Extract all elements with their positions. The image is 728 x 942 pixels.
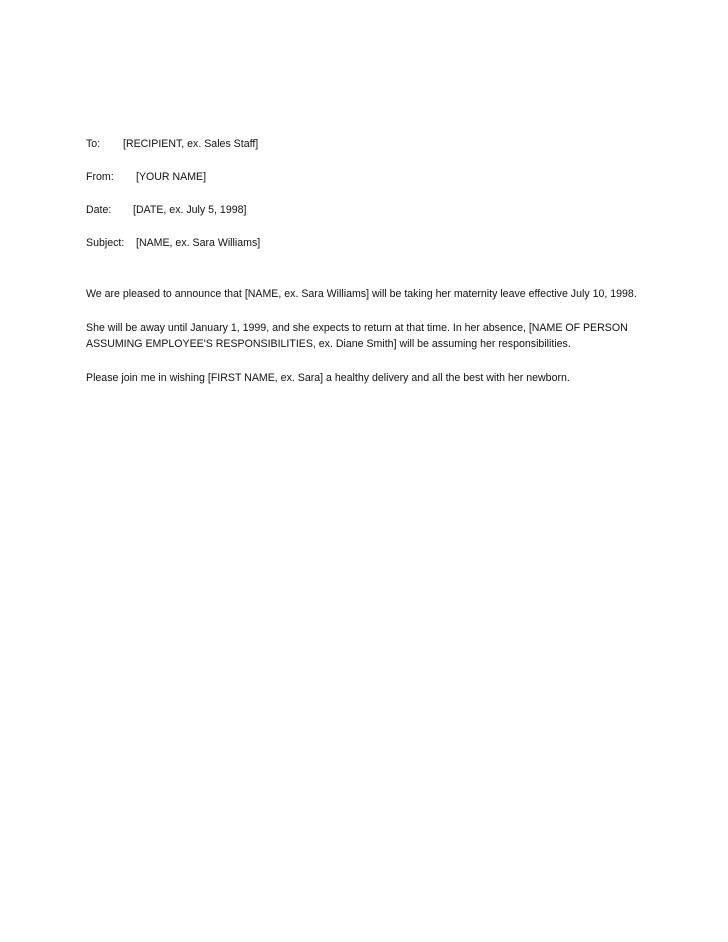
subject-row	[86, 235, 646, 251]
from-value: [YOUR NAME]	[136, 171, 207, 183]
to-label: To:	[86, 138, 101, 150]
body-paragraph: We are pleased to announce that [NAME, ex. Sara Williams] will be taking her maternity leave effective July 10, 1998.	[86, 288, 637, 300]
subject-label: Subject:	[86, 237, 125, 249]
subject-value: [NAME, ex. Sara Williams]	[136, 237, 261, 249]
date-value: [DATE, ex. July 5, 1998]	[133, 204, 247, 216]
from-row	[86, 169, 646, 185]
memo-header	[86, 136, 646, 251]
date-label: Date:	[86, 204, 112, 216]
to-row	[86, 136, 646, 152]
body-paragraph: She will be away until January 1, 1999, and she expects to return at that time. In her absence, [NAME OF PERSON ASSUMING EMPLOYEE'S RESPONSIBILITIES, ex. Diane Smith] will be assuming her responsibilities.	[86, 321, 628, 350]
to-value: [RECIPIENT, ex. Sales Staff]	[123, 138, 259, 150]
date-row	[86, 202, 646, 218]
memo-body	[86, 286, 646, 403]
from-label: From:	[86, 171, 114, 183]
body-paragraph: Please join me in wishing [FIRST NAME, ex. Sara] a healthy delivery and all the best with her newborn.	[86, 371, 570, 384]
